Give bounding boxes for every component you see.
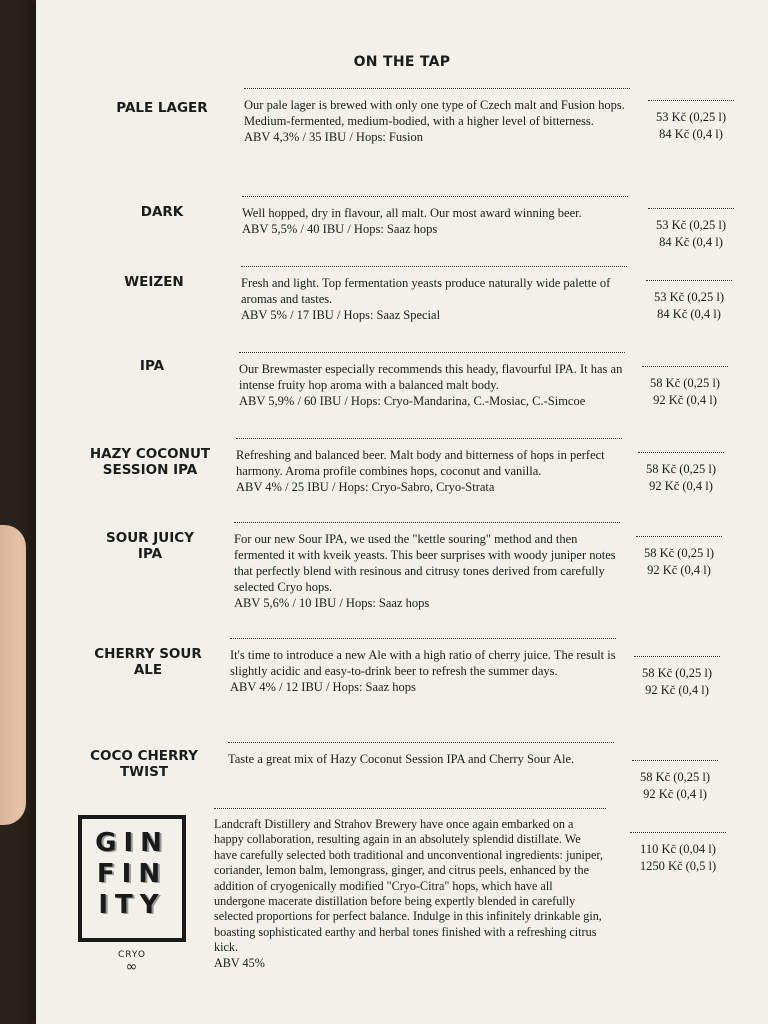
beer-prices: [638, 452, 724, 495]
beer-description: Fresh and light. Top fermentation yeasts produce naturally wide palette of aromas and tastes. ABV 5% / 17 IBU / Hops: Saaz Special: [241, 266, 627, 323]
beer-description: Our Brewmaster especially recommends this heady, flavourful IPA. It has an intense fruity hop aroma with a balanced malt body. ABV 5,9% / 60 IBU / Hops: Cryo-Mandarina, C.-Mosiac, C.-Simcoe: [239, 352, 625, 409]
beer-description: For our new Sour IPA, we used the "kettle souring" method and then fermented it with kveik yeasts. This beer surprises with woody juniper notes that perfectly blend with resinous and citrusy tones derived from carefully selected Cryo hops. ABV 5,6% / 10 IBU / Hops: Saaz hops: [234, 522, 620, 611]
beer-description: Refreshing and balanced beer. Malt body and bitterness of hops in perfect harmony. Aroma profile combines hops, coconut and vanilla. ABV 4% / 25 IBU / Hops: Cryo-Sabro, Cryo-Strata: [236, 438, 622, 495]
beer-name: CHERRY SOUR ALE: [94, 646, 202, 678]
beer-prices: [632, 760, 718, 803]
dotted-divider: [244, 88, 630, 97]
dotted-divider: [242, 196, 628, 205]
beer-description: Our pale lager is brewed with only one type of Czech malt and Fusion hops. Medium-fermented, medium-bodied, with a higher level of bitterness. ABV 4,3% / 35 IBU / Hops: Fusion: [244, 88, 630, 145]
price-small: 53 Kč (0,25 l): [653, 290, 725, 304]
price-small: 53 Kč (0,25 l): [655, 218, 727, 232]
dotted-divider: [634, 656, 720, 665]
dotted-divider: [638, 452, 724, 461]
beer-prices: [648, 208, 734, 251]
dotted-divider: [234, 522, 620, 531]
price-large: 92 Kč (0,4 l): [645, 683, 709, 697]
dotted-divider: [632, 760, 718, 769]
dotted-divider: [214, 808, 606, 817]
beer-description: Taste a great mix of Hazy Coconut Session IPA and Cherry Sour Ale.: [228, 742, 614, 767]
beer-name: COCO CHERRY TWIST: [90, 748, 198, 780]
beer-spec: ABV 5,6% / 10 IBU / Hops: Saaz hops: [234, 596, 430, 610]
dotted-divider: [241, 266, 627, 275]
dotted-divider: [648, 208, 734, 217]
beer-description: It's time to introduce a new Ale with a high ratio of cherry juice. The result is slightly acidic and easy-to-drink beer to refresh the summer days. ABV 4% / 12 IBU / Hops: Saaz hops: [230, 638, 616, 695]
beer-name: WEIZEN: [124, 274, 184, 290]
beer-name: IPA: [139, 358, 165, 374]
beer-spec: ABV 4,3% / 35 IBU / Hops: Fusion: [244, 130, 423, 144]
beer-prices: [642, 366, 728, 409]
infinity-icon: ∞: [125, 959, 139, 975]
cryo-caption: CRYO ∞: [78, 950, 186, 974]
menu-page: [36, 0, 768, 1024]
dotted-divider: [630, 832, 726, 841]
beer-spec: ABV 4% / 12 IBU / Hops: Saaz hops: [230, 680, 416, 694]
price-small: 58 Kč (0,25 l): [643, 546, 715, 560]
price-large: 84 Kč (0,4 l): [657, 307, 721, 321]
price-large: 84 Kč (0,4 l): [659, 235, 723, 249]
gin-spec: ABV 45%: [214, 955, 265, 970]
price-small: 53 Kč (0,25 l): [655, 110, 727, 124]
beer-spec: ABV 5% / 17 IBU / Hops: Saaz Special: [241, 308, 441, 322]
beer-prices: [636, 536, 722, 579]
beer-spec: ABV 4% / 25 IBU / Hops: Cryo-Sabro, Cryo-Strata: [236, 480, 495, 494]
price-large: 92 Kč (0,4 l): [647, 563, 711, 577]
beer-spec: ABV 5,5% / 40 IBU / Hops: Saaz hops: [242, 222, 438, 236]
price-large: 84 Kč (0,4 l): [659, 127, 723, 141]
dotted-divider: [230, 638, 616, 647]
ginfinity-logo: GIN FIN ITY: [78, 815, 186, 942]
menu-title: ON THE TAP: [353, 54, 451, 70]
price-bottle: 1250 Kč (0,5 l): [639, 859, 717, 873]
dotted-divider: [646, 280, 732, 289]
price-small: 58 Kč (0,25 l): [645, 462, 717, 476]
price-large: 92 Kč (0,4 l): [643, 787, 707, 801]
gin-description: Landcraft Distillery and Strahov Brewery have once again embarked on a happy collaboration, resulting again in an absolutely splendid distillate. We have carefully selected both traditional and unconventional ingredients: juniper, coriander, lemon balm, lemongrass, ginger, and citrus peels, enhanced by the addition of cryogenically modified "Cryo-Citra" hops, which have all undergone macerate distillation before being expertly blended in carefully selected proportions for perfect balance. Indulge in this infinitely drinkable gin, boasting sophisticated earthy and herbal tones finished with a refreshing citrus kick. ABV 45%: [214, 808, 606, 971]
price-shot: 110 Kč (0,04 l): [640, 842, 716, 856]
dotted-divider: [648, 100, 734, 109]
dotted-divider: [642, 366, 728, 375]
gin-prices: [630, 832, 726, 875]
dotted-divider: [636, 536, 722, 545]
dotted-divider: [228, 742, 614, 751]
beer-name: DARK: [140, 204, 184, 220]
beer-name: HAZY COCONUT SESSION IPA: [89, 446, 211, 478]
beer-description: Well hopped, dry in flavour, all malt. Our most award winning beer. ABV 5,5% / 40 IBU / Hops: Saaz hops: [242, 196, 628, 237]
dotted-divider: [239, 352, 625, 361]
price-large: 92 Kč (0,4 l): [653, 393, 717, 407]
price-large: 92 Kč (0,4 l): [649, 479, 713, 493]
beer-prices: [648, 100, 734, 143]
beer-prices: [634, 656, 720, 699]
dotted-divider: [236, 438, 622, 447]
beer-spec: ABV 5,9% / 60 IBU / Hops: Cryo-Mandarina, C.-Mosiac, C.-Simcoe: [239, 394, 586, 408]
beer-prices: [646, 280, 732, 323]
beer-name: SOUR JUICY IPA: [106, 530, 194, 562]
price-small: 58 Kč (0,25 l): [649, 376, 721, 390]
beer-name: PALE LAGER: [116, 100, 208, 116]
hand-holding-menu: [0, 525, 26, 825]
price-small: 58 Kč (0,25 l): [639, 770, 711, 784]
price-small: 58 Kč (0,25 l): [641, 666, 713, 680]
